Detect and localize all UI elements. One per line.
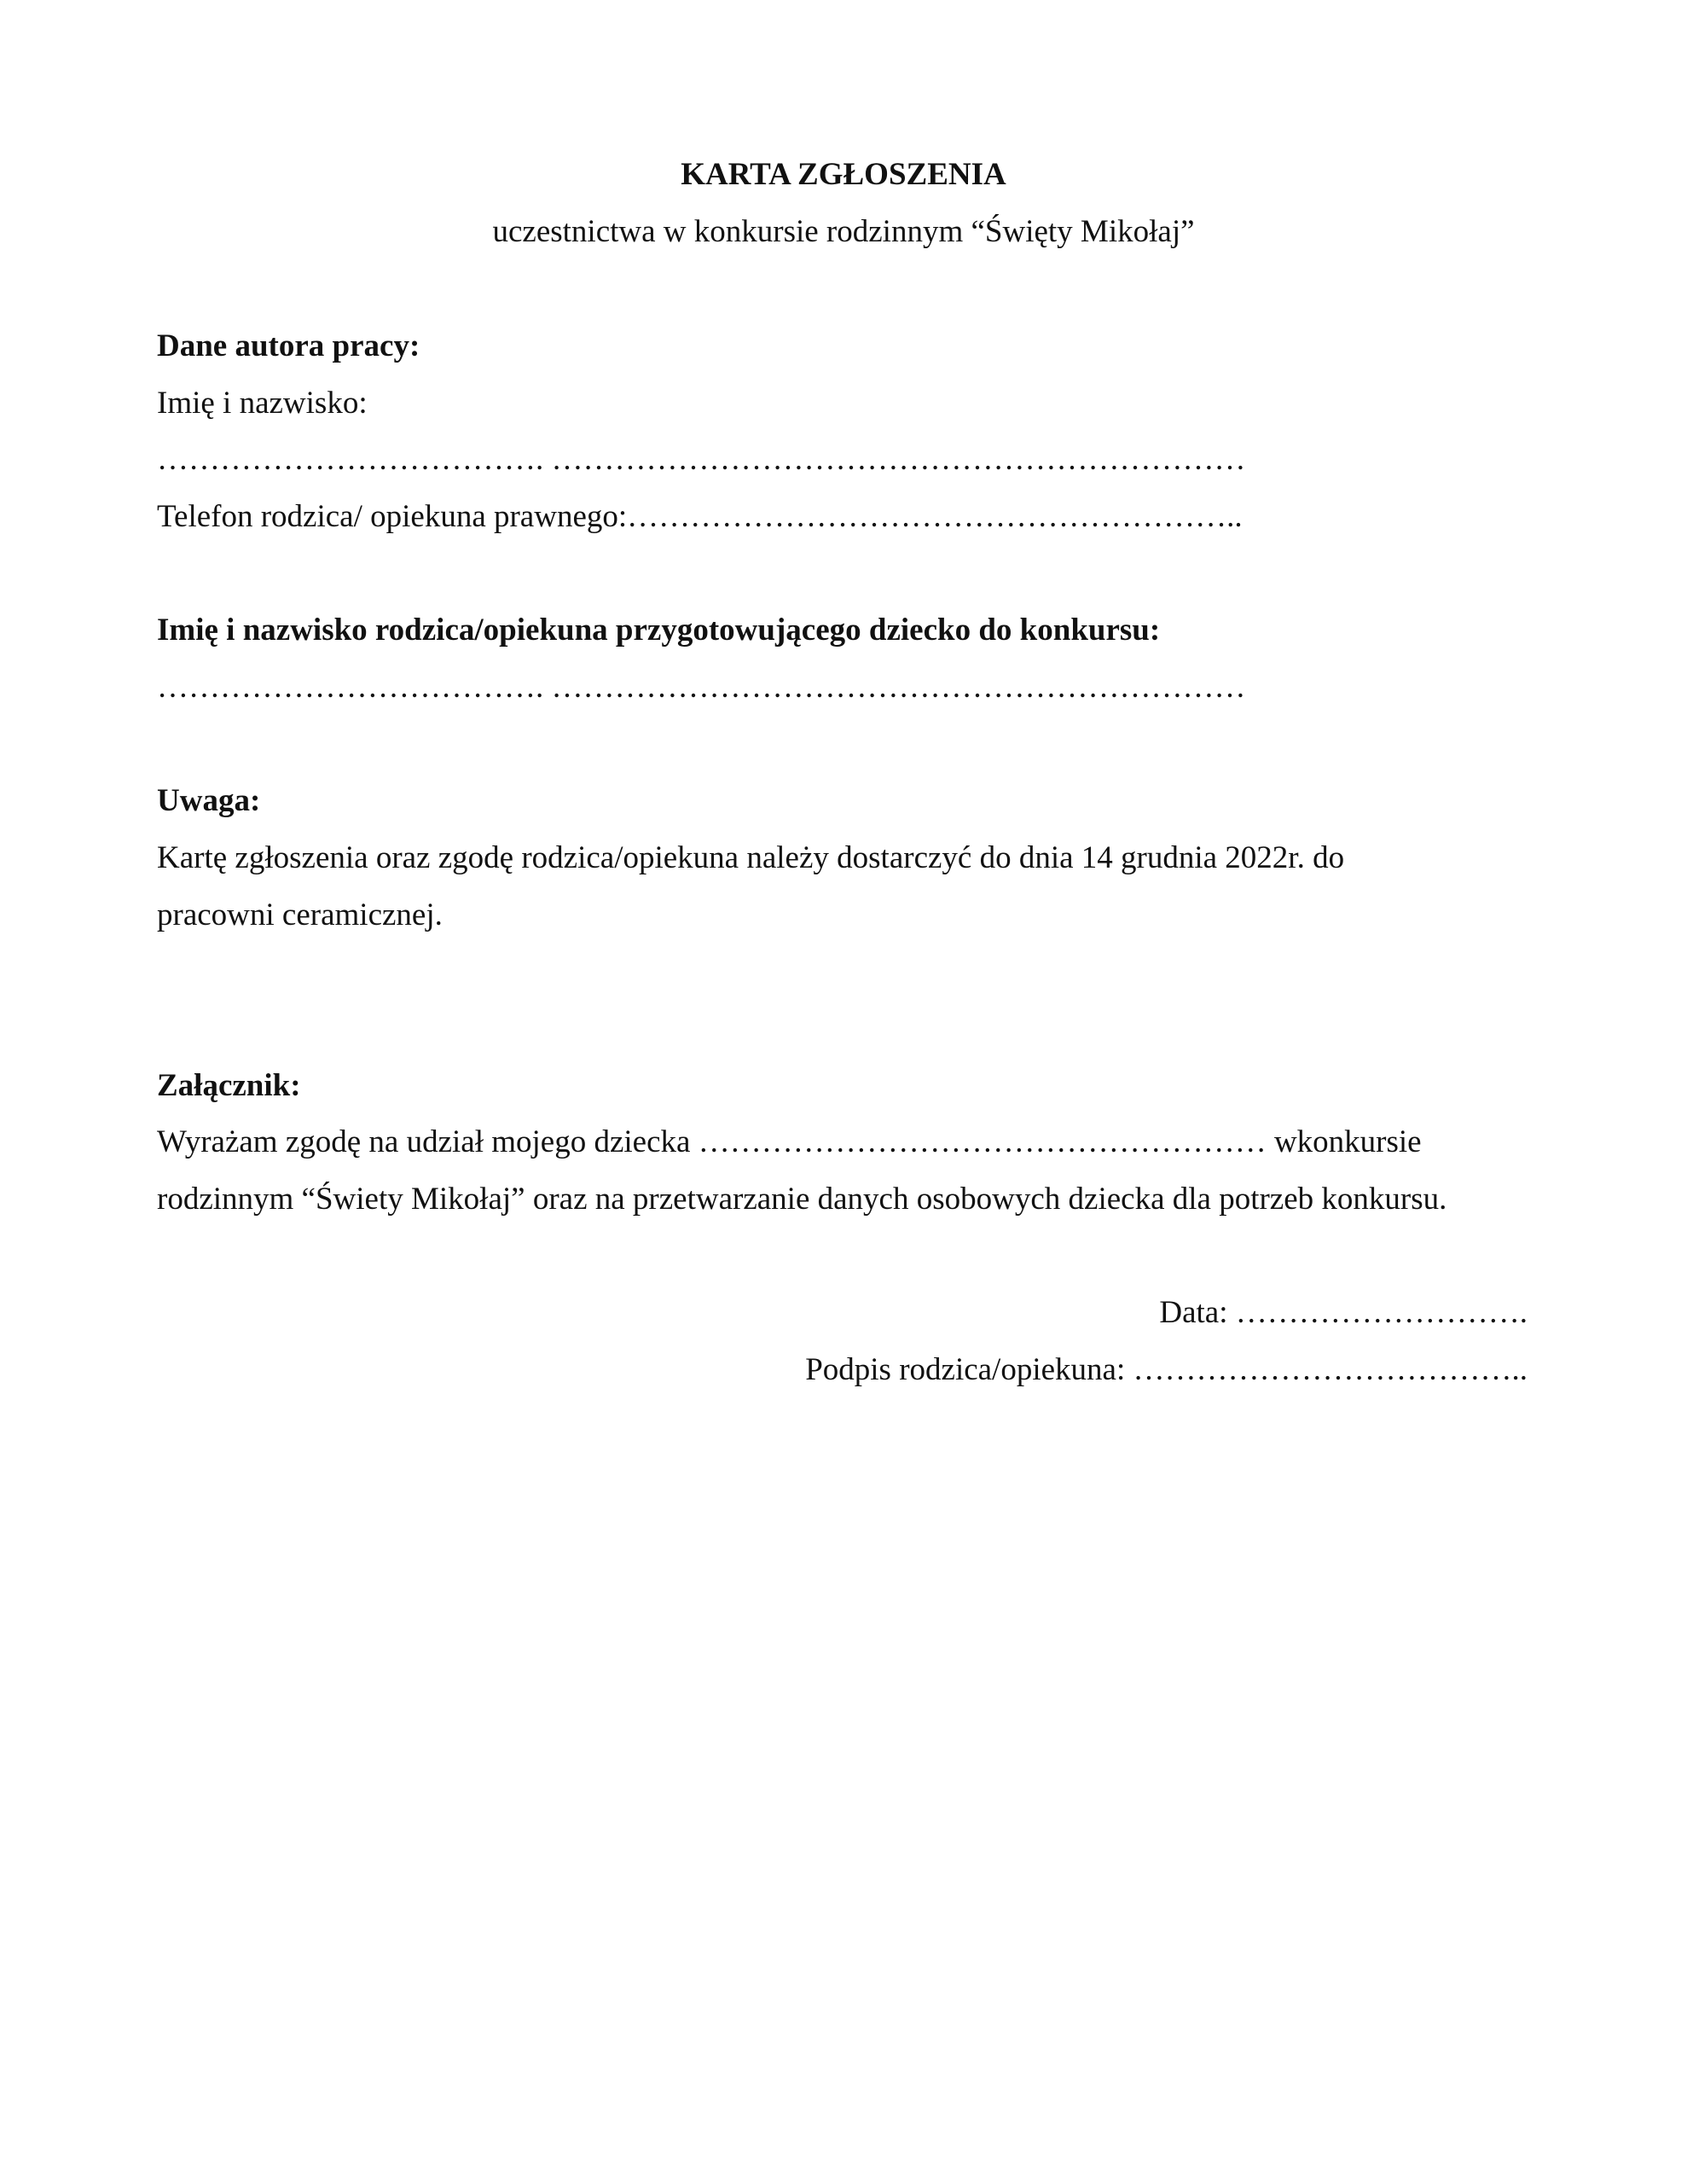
name-label: Imię i nazwisko:	[157, 386, 368, 421]
note-text-line-2: pracowni ceramicznej.	[157, 897, 443, 932]
guardian-fill-line: ………………………………. …………………………………………………………	[157, 670, 1246, 705]
document-subtitle: uczestnictwa w konkursie rodzinnym “Święty Mikołaj”	[492, 214, 1195, 249]
consent-text-line-1: Wyrażam zgodę na udział mojego dziecka ……………………………………………… wkonkursie	[157, 1124, 1422, 1159]
guardian-section-heading: Imię i nazwisko rodzica/opiekuna przygotowującego dziecko do konkursu:	[157, 613, 1161, 648]
date-line: Data: ……………………….	[1159, 1295, 1528, 1330]
name-fill-line: ………………………………. …………………………………………………………	[157, 442, 1246, 477]
signature-line: Podpis rodzica/opiekuna: ………………………………..	[805, 1352, 1528, 1387]
note-heading: Uwaga:	[157, 783, 261, 818]
author-section-heading: Dane autora pracy:	[157, 328, 420, 363]
document-title: KARTA ZGŁOSZENIA	[681, 157, 1006, 192]
phone-line: Telefon rodzica/ opiekuna prawnego:…………………………………………………..	[157, 499, 1243, 534]
consent-text-line-2: rodzinnym “Świety Mikołaj” oraz na przetwarzanie danych osobowych dziecka dla potrzeb konkursu.	[157, 1182, 1447, 1217]
attachment-heading: Załącznik:	[157, 1068, 301, 1103]
note-text-line-1: Kartę zgłoszenia oraz zgodę rodzica/opiekuna należy dostarczyć do dnia 14 grudnia 2022r. do	[157, 840, 1345, 875]
